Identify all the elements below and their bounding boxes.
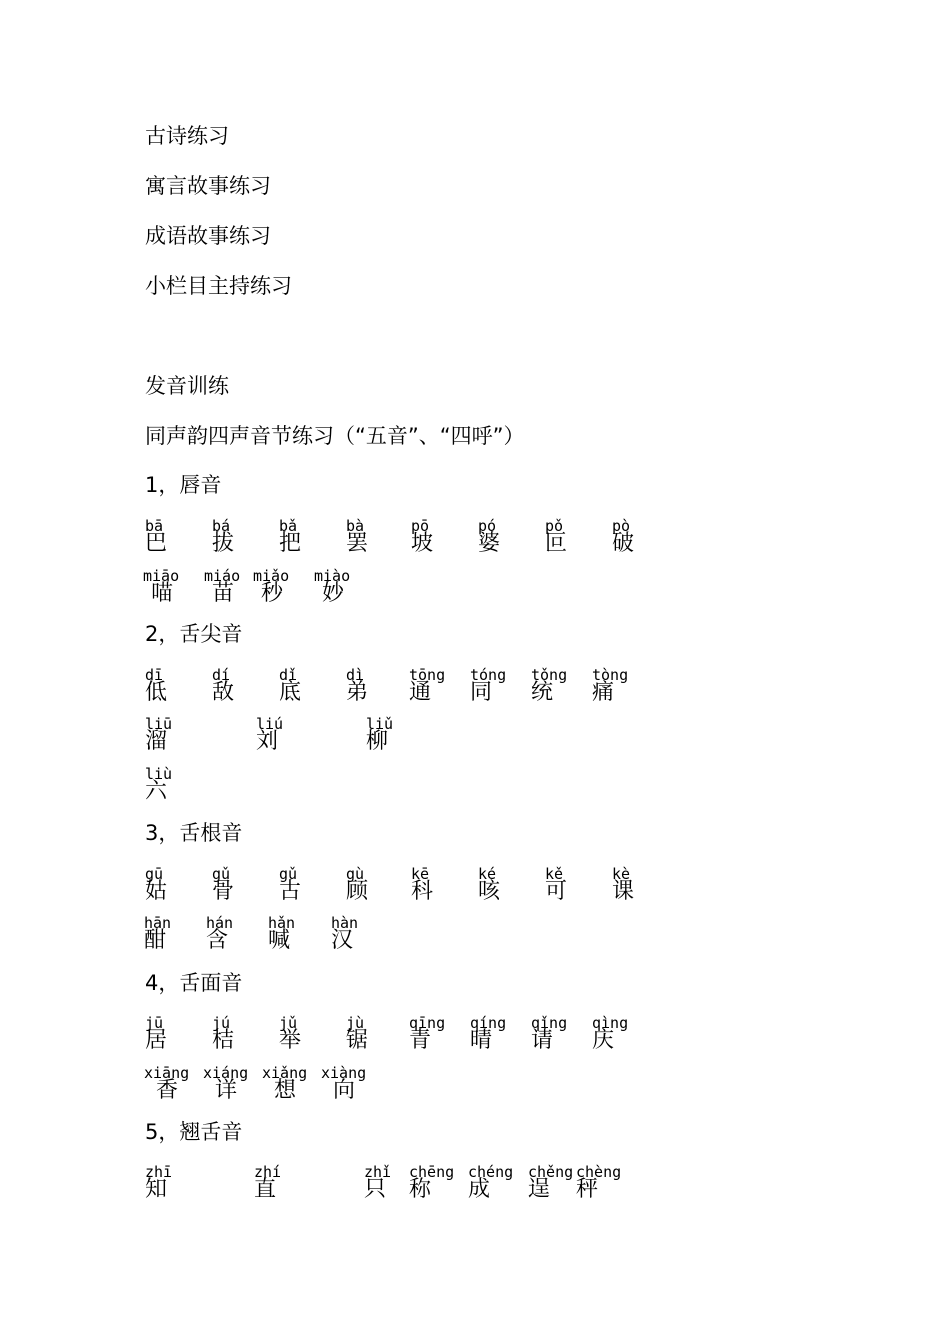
syllable-pinyin: chěng bbox=[528, 1163, 574, 1181]
syllable-pinyin: kè bbox=[612, 865, 631, 883]
syllable-pinyin: jù bbox=[346, 1014, 365, 1032]
syllable-character: 苗 bbox=[212, 581, 235, 606]
syllable-pinyin: hǎn bbox=[268, 914, 296, 932]
syllable-character: 顾 bbox=[346, 879, 369, 904]
syllable-pinyin: dī bbox=[145, 666, 164, 684]
syllable-character: 可 bbox=[545, 879, 568, 904]
syllable-pinyin: pó bbox=[478, 517, 497, 535]
syllable-character: 锯 bbox=[346, 1028, 369, 1053]
syllable-pinyin: qìng bbox=[592, 1014, 629, 1032]
syllable-pinyin: chèng bbox=[576, 1163, 622, 1181]
syllable-character: 叵 bbox=[545, 531, 568, 556]
syllable-pinyin: hàn bbox=[331, 914, 359, 932]
syllable-character: 喊 bbox=[268, 928, 291, 953]
syllable-character: 请 bbox=[531, 1028, 554, 1053]
syllable-character: 柳 bbox=[366, 729, 389, 754]
syllable-character: 坡 bbox=[411, 531, 434, 556]
syllable-pinyin: xiàng bbox=[321, 1064, 367, 1082]
syllable-character: 举 bbox=[279, 1028, 302, 1053]
syllable-pinyin: gǔ bbox=[212, 865, 231, 883]
syllable-pinyin: xiāng bbox=[144, 1064, 190, 1082]
syllable-character: 婆 bbox=[478, 531, 501, 556]
syllable-character: 向 bbox=[333, 1078, 356, 1103]
syllable-pinyin: tǒng bbox=[531, 666, 568, 684]
syllable-pinyin: jú bbox=[212, 1014, 231, 1032]
syllable-character: 称 bbox=[409, 1177, 432, 1202]
syllable-character: 香 bbox=[156, 1078, 179, 1103]
syllable-pinyin: dí bbox=[212, 666, 231, 684]
syllable-character: 古 bbox=[279, 879, 302, 904]
syllable-character: 秒 bbox=[261, 581, 284, 606]
syllable-character: 知 bbox=[145, 1177, 168, 1202]
syllable-pinyin: tòng bbox=[592, 666, 629, 684]
syllable-character: 居 bbox=[145, 1028, 168, 1053]
syllable-character: 痛 bbox=[592, 680, 615, 705]
syllable-pinyin: jū bbox=[145, 1014, 164, 1032]
group-heading-retroflex: 5，翘舌音 bbox=[145, 1120, 243, 1144]
syllable-pinyin: zhī bbox=[145, 1163, 173, 1181]
syllable-pinyin: gù bbox=[346, 865, 365, 883]
syllable-character: 同 bbox=[470, 680, 493, 705]
syllable-pinyin: qíng bbox=[470, 1014, 507, 1032]
syllable-pinyin: gū bbox=[145, 865, 164, 883]
syllable-character: 逞 bbox=[528, 1177, 551, 1202]
syllable-character: 拔 bbox=[212, 531, 235, 556]
syllable-character: 喵 bbox=[151, 581, 174, 606]
syllable-character: 科 bbox=[411, 879, 434, 904]
syllable-character: 把 bbox=[279, 531, 302, 556]
menu-item-ancient-poems: 古诗练习 bbox=[145, 124, 229, 148]
syllable-pinyin: bà bbox=[346, 517, 365, 535]
syllable-pinyin: zhǐ bbox=[364, 1163, 392, 1181]
syllable-character: 巴 bbox=[145, 531, 168, 556]
syllable-pinyin: xiáng bbox=[203, 1064, 249, 1082]
syllable-character: 统 bbox=[531, 680, 554, 705]
syllable-pinyin: tōng bbox=[409, 666, 446, 684]
syllable-pinyin: miào bbox=[314, 567, 351, 585]
syllable-character: 含 bbox=[206, 928, 229, 953]
group-heading-apical: 2，舌尖音 bbox=[145, 622, 243, 646]
syllable-pinyin: miāo bbox=[143, 567, 180, 585]
syllable-character: 破 bbox=[612, 531, 635, 556]
syllable-pinyin: pǒ bbox=[545, 517, 564, 535]
syllable-pinyin: gǔ bbox=[279, 865, 298, 883]
syllable-pinyin: qīng bbox=[409, 1014, 446, 1032]
syllable-pinyin: ké bbox=[478, 865, 497, 883]
syllable-pinyin: pō bbox=[411, 517, 430, 535]
syllable-character: 想 bbox=[274, 1078, 297, 1103]
syllable-pinyin: liù bbox=[145, 765, 173, 783]
syllable-character: 庆 bbox=[592, 1028, 615, 1053]
syllable-character: 罢 bbox=[346, 531, 369, 556]
menu-item-idioms: 成语故事练习 bbox=[145, 224, 271, 248]
syllable-pinyin: liū bbox=[145, 715, 173, 733]
syllable-character: 秤 bbox=[576, 1177, 599, 1202]
group-heading-velar: 3，舌根音 bbox=[145, 821, 243, 845]
syllable-pinyin: jǔ bbox=[279, 1014, 298, 1032]
syllable-character: 低 bbox=[145, 680, 168, 705]
syllable-character: 姑 bbox=[145, 879, 168, 904]
syllable-pinyin: miǎo bbox=[253, 567, 290, 585]
syllable-character: 敌 bbox=[212, 680, 235, 705]
section-subtitle: 同声韵四声音节练习（“五音”、“四呼”） bbox=[145, 424, 525, 448]
syllable-pinyin: chēng bbox=[409, 1163, 455, 1181]
syllable-character: 汉 bbox=[331, 928, 354, 953]
syllable-character: 弟 bbox=[346, 680, 369, 705]
syllable-character: 底 bbox=[279, 680, 302, 705]
syllable-pinyin: liǔ bbox=[366, 715, 394, 733]
syllable-pinyin: tóng bbox=[470, 666, 507, 684]
syllable-pinyin: hán bbox=[206, 914, 234, 932]
syllable-character: 晴 bbox=[470, 1028, 493, 1053]
syllable-pinyin: bǎ bbox=[279, 517, 298, 535]
syllable-character: 咳 bbox=[478, 879, 501, 904]
syllable-character: 桔 bbox=[212, 1028, 235, 1053]
syllable-character: 成 bbox=[468, 1177, 491, 1202]
syllable-character: 刘 bbox=[256, 729, 279, 754]
syllable-pinyin: dì bbox=[346, 666, 365, 684]
syllable-pinyin: chéng bbox=[468, 1163, 514, 1181]
syllable-pinyin: qǐng bbox=[531, 1014, 568, 1032]
syllable-character: 只 bbox=[364, 1177, 387, 1202]
syllable-pinyin: kē bbox=[411, 865, 430, 883]
syllable-pinyin: dǐ bbox=[279, 666, 298, 684]
menu-item-fables: 寓言故事练习 bbox=[145, 174, 271, 198]
group-heading-palatal: 4，舌面音 bbox=[145, 971, 243, 995]
syllable-pinyin: miáo bbox=[204, 567, 241, 585]
syllable-character: 青 bbox=[409, 1028, 432, 1053]
syllable-pinyin: liú bbox=[256, 715, 284, 733]
menu-item-host-practice: 小栏目主持练习 bbox=[145, 274, 292, 298]
syllable-character: 溜 bbox=[145, 729, 168, 754]
syllable-pinyin: pò bbox=[612, 517, 631, 535]
syllable-character: 酣 bbox=[144, 928, 167, 953]
syllable-pinyin: xiǎng bbox=[262, 1064, 308, 1082]
syllable-character: 课 bbox=[612, 879, 635, 904]
syllable-character: 直 bbox=[254, 1177, 277, 1202]
syllable-pinyin: bā bbox=[145, 517, 164, 535]
group-heading-labial: 1，唇音 bbox=[145, 473, 222, 497]
syllable-pinyin: bá bbox=[212, 517, 231, 535]
syllable-character: 骨 bbox=[212, 879, 235, 904]
section-title: 发音训练 bbox=[145, 374, 229, 398]
syllable-pinyin: hān bbox=[144, 914, 172, 932]
syllable-character: 妙 bbox=[322, 581, 345, 606]
syllable-character: 详 bbox=[215, 1078, 238, 1103]
syllable-character: 通 bbox=[409, 680, 432, 705]
syllable-pinyin: kě bbox=[545, 865, 564, 883]
syllable-pinyin: zhí bbox=[254, 1163, 282, 1181]
syllable-character: 六 bbox=[145, 779, 168, 804]
